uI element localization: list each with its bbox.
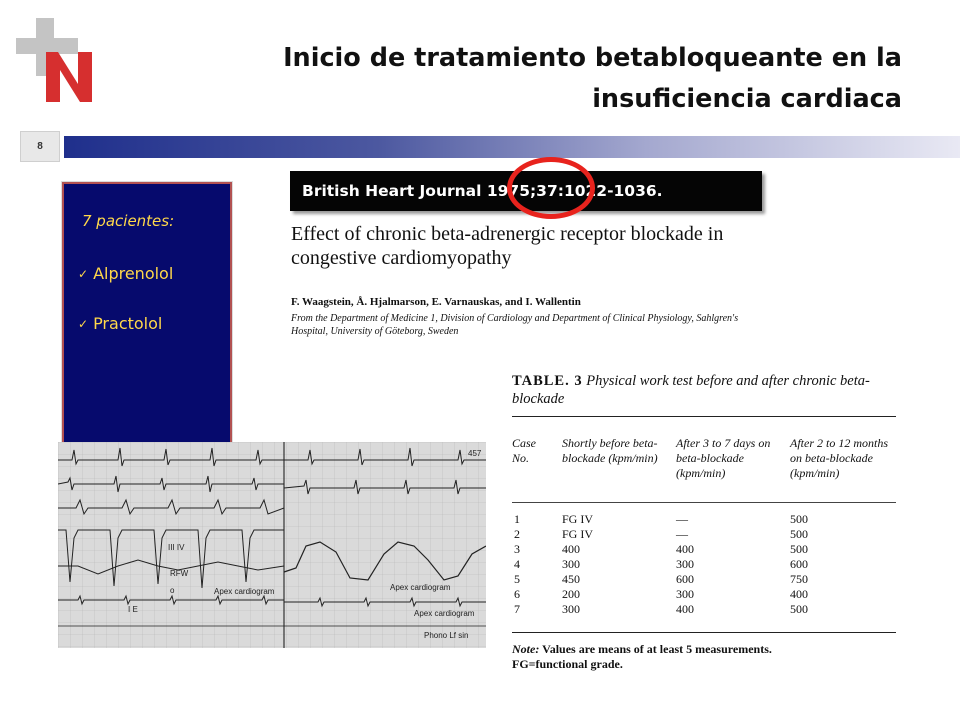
table-header-cell: Case No.	[512, 436, 536, 465]
article-authors: F. Waagstein, Å. Hjalmarson, E. Varnauskas, and I. Wallentin	[291, 296, 581, 308]
table-rule	[512, 416, 896, 417]
table-cell: 750	[790, 572, 808, 586]
table-row	[512, 527, 896, 542]
table-cell: 200	[562, 587, 580, 601]
logo	[12, 18, 98, 104]
patients-label: 7 pacientes:	[82, 212, 175, 230]
table-cell: 300	[676, 587, 694, 601]
ecg-label-roman: III IV	[168, 543, 185, 552]
table-cell: 4	[514, 557, 520, 571]
drug-item	[78, 264, 173, 283]
note-text: Values are means of at least 5 measurements.	[542, 642, 772, 656]
ecg-label-apex: Apex cardiogram	[414, 609, 475, 618]
table-note	[512, 642, 896, 672]
ecg-label-phono: Phono Lf sin	[424, 631, 469, 640]
table-cell: 600	[676, 572, 694, 586]
patient-box	[62, 182, 232, 482]
table-row	[512, 542, 896, 557]
table-rule	[512, 632, 896, 633]
table-cell: 1	[514, 512, 520, 526]
slide-number: 8	[20, 131, 60, 162]
highlight-circle	[507, 157, 595, 219]
ecg-label-rfw: RFW	[170, 569, 189, 578]
table-cell: 450	[562, 572, 580, 586]
ecg-graphic	[58, 442, 486, 648]
table-cell: —	[676, 527, 688, 541]
table-header-cell: After 3 to 7 days on beta-blockade (kpm/min)	[676, 436, 771, 480]
table-rule	[512, 502, 896, 503]
logo-plus-horizontal	[16, 38, 78, 54]
article-affiliation: From the Department of Medicine 1, Division of Cardiology and Department of Clinical Physiology, Sahlgren's Hospital, University of Göteborg, Sweden	[291, 313, 739, 337]
table-cell: 3	[514, 542, 520, 556]
drug-label: Practolol	[93, 314, 163, 333]
table-cell: 500	[790, 542, 808, 556]
table-header-cell: Shortly before beta-blockade (kpm/min)	[562, 436, 658, 465]
article-title: Effect of chronic beta-adrenergic receptor blockade in congestive cardiomyopathy	[291, 223, 724, 269]
check-icon: ✓	[78, 316, 89, 331]
table-cell: 600	[790, 557, 808, 571]
table-cell: 400	[676, 542, 694, 556]
table-cell: 400	[562, 542, 580, 556]
table-cell: 400	[676, 602, 694, 616]
table-row	[512, 587, 896, 602]
header-bar	[64, 136, 960, 158]
check-icon: ✓	[78, 266, 89, 281]
table-cell: FG IV	[562, 527, 594, 541]
table-row	[512, 512, 896, 527]
table-cell: 300	[676, 557, 694, 571]
note-label: Note:	[512, 642, 540, 656]
table-caption-text: Physical work test before and after chronic beta-blockade	[512, 373, 870, 407]
drug-label: Alprenolol	[93, 264, 174, 283]
drug-item	[78, 314, 162, 333]
logo-graphic	[12, 18, 98, 104]
ecg-image	[58, 442, 486, 648]
table-cell: 7	[514, 602, 520, 616]
data-table	[506, 366, 896, 682]
ecg-label-apex: Apex cardiogram	[390, 583, 451, 592]
citation-banner: British Heart Journal 1975;37:1022-1036.	[290, 171, 762, 211]
ecg-label-ie: I E	[128, 605, 138, 614]
ecg-label-apex: Apex cardiogram	[214, 587, 275, 596]
table-cell: 500	[790, 527, 808, 541]
ecg-label-o: o	[170, 586, 175, 595]
table-cell: 5	[514, 572, 520, 586]
table-cell: 400	[790, 587, 808, 601]
table-caption	[512, 372, 896, 408]
table-cell: FG IV	[562, 512, 594, 526]
logo-n	[46, 52, 92, 102]
fg-definition: FG=functional grade.	[512, 657, 623, 671]
table-cell: 2	[514, 527, 520, 541]
table-cell: 300	[562, 557, 580, 571]
table-row	[512, 572, 896, 587]
table-row	[512, 602, 896, 617]
table-cell: 300	[562, 602, 580, 616]
table-row	[512, 557, 896, 572]
table-cell: —	[676, 512, 688, 526]
slide-title: Inicio de tratamiento betabloqueante en la insuficiencia cardiaca	[283, 43, 902, 114]
ecg-label-corner: 457	[468, 449, 482, 458]
table-cell: 500	[790, 512, 808, 526]
table-cell: 500	[790, 602, 808, 616]
table-header-cell: After 2 to 12 months on beta-blockade (kpm/min)	[790, 436, 888, 480]
table-cell: 6	[514, 587, 520, 601]
table-label: TABLE. 3	[512, 373, 583, 389]
